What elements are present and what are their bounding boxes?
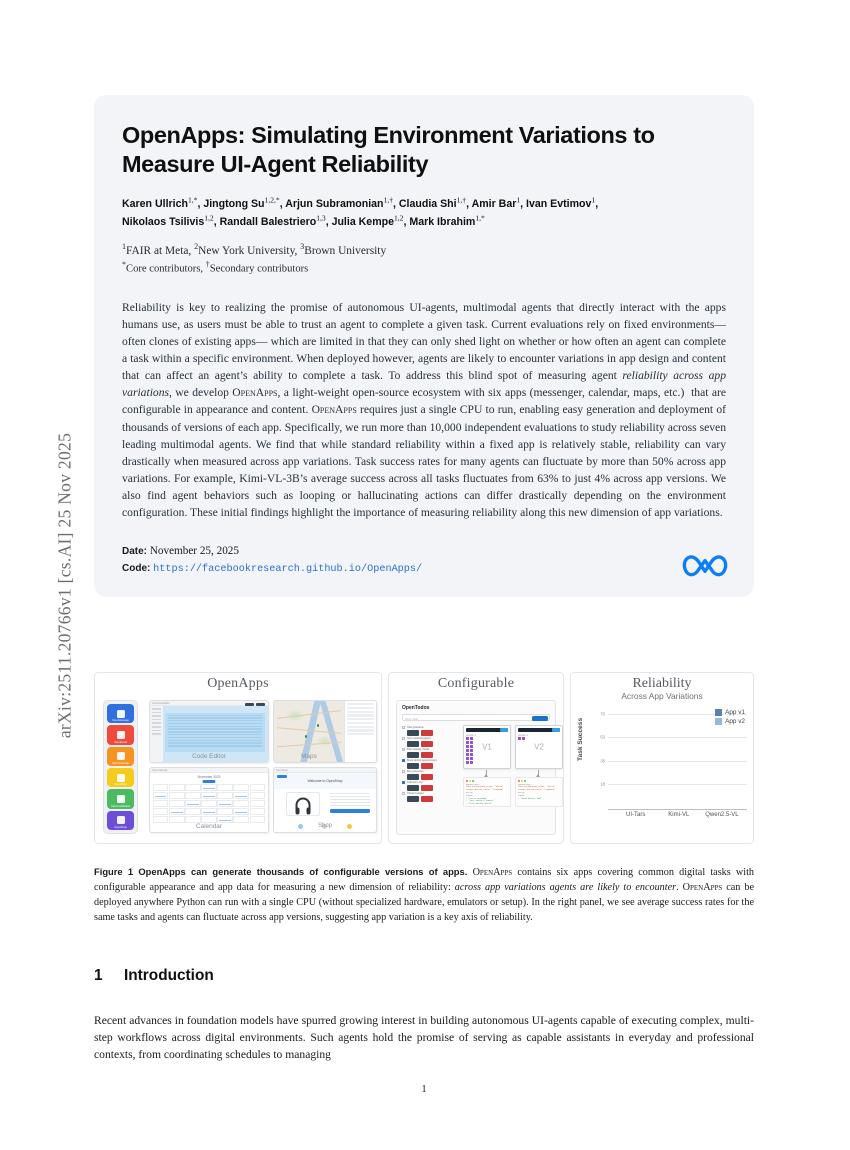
shop-logo — [277, 775, 287, 778]
section-number: 1 — [94, 967, 103, 984]
code-link[interactable]: https://facebookresearch.github.io/OpenApps/ — [153, 564, 423, 576]
code-row — [122, 560, 726, 577]
todo-item[interactable] — [402, 770, 458, 780]
calendar-cell — [250, 792, 266, 799]
calendar-cell — [233, 800, 248, 807]
todo-item[interactable] — [402, 737, 458, 747]
opentodos-app-mock — [396, 700, 556, 835]
shop-hero — [274, 773, 376, 789]
calendar-cell — [153, 808, 168, 815]
code-label: Code: — [122, 563, 151, 575]
todo-edit-button[interactable] — [407, 763, 419, 769]
app-tile-label: OpenShop — [114, 825, 127, 829]
x-tick-label: Qwen2.5-VL — [705, 812, 739, 818]
author-list-line-1 — [122, 194, 726, 212]
app-tile-label: OpenMessage — [112, 719, 129, 723]
affiliations: $^1$FAIR at Meta, $^2$New York University, $^3$Brown University — [122, 242, 387, 257]
todo-remove-button[interactable] — [421, 752, 433, 758]
calendar-cell — [201, 792, 216, 799]
calendar-cell — [185, 800, 201, 807]
yaml-line: - "Visit Grandma" — [466, 796, 488, 800]
version-card-titlebar — [466, 728, 508, 732]
config-yaml-v2 — [515, 777, 563, 807]
app-tile-shop — [107, 811, 134, 830]
page-title: OpenApps: Simulating Environment Variations to Measure UI-Agent Reliability — [122, 122, 655, 177]
add-task-button[interactable] — [532, 716, 548, 721]
thumbnail-caption: Code Editor — [192, 753, 226, 760]
todo-label: Buy groceries — [407, 770, 424, 773]
calendar-cell — [201, 784, 216, 791]
yaml-line: form_background_color: "white" — [466, 785, 504, 789]
yaml-line: - "Read before bed" — [518, 796, 542, 800]
calendar-cell — [233, 808, 248, 815]
legend-swatch — [715, 709, 722, 716]
yaml-line: remove_button_color: "#FF0000" — [466, 788, 504, 792]
calendar-cell — [201, 808, 216, 815]
todo-checkbox[interactable] — [402, 759, 405, 762]
todo-edit-button[interactable] — [407, 730, 419, 736]
todo-item[interactable] — [402, 759, 458, 769]
todo-edit-button[interactable] — [407, 741, 419, 747]
todo-checkbox[interactable] — [402, 748, 405, 751]
thumbnail-title: OpenCodeEditor — [152, 701, 170, 705]
version-card-titlebar — [518, 728, 560, 732]
paper-page — [88, 0, 760, 1150]
arxiv-stamp-text: arXiv:2511.20766v1 [cs.AI] 25 Nov 2025 — [54, 432, 75, 739]
date-label: Date: — [122, 546, 148, 558]
version-card-v2 — [515, 725, 563, 769]
date-value: November 25, 2025 — [149, 545, 239, 558]
figure-caption: Figure 1 OpenApps can generate thousands of configurable versions of apps. OpenApps contains six apps covering common digital tasks with configurable appearance and app data for measuring a new dimension of reliability: across app variations agents are likely to encounter. OpenApps can be deployed anywhere Python can run with a single CPU (without specialized hardware, emulators or setup). In the right panel, we see average success rates for the same tasks and agents can fluctuate across app versions, suggesting app variation is a key axis of reliability. — [94, 866, 755, 923]
yaml-line: ... — [466, 805, 470, 808]
editor-document — [165, 713, 265, 752]
calendar-cell — [153, 816, 168, 823]
app-tile-email — [107, 725, 134, 744]
yaml-line: - "Sort Medical Papers" — [466, 799, 495, 803]
contributor-note: *Core contributors, †Secondary contributors — [122, 260, 309, 275]
calendar-cell — [169, 784, 184, 791]
todo-item[interactable] — [402, 748, 458, 758]
todo-remove-button[interactable] — [421, 741, 433, 747]
arxiv-stamp — [0, 0, 88, 1150]
chart-plot-area — [600, 707, 747, 818]
version-card-items — [518, 737, 525, 740]
calendar-cell — [169, 792, 184, 799]
section-title: Introduction — [124, 967, 214, 984]
message-icon — [117, 710, 125, 718]
todo-edit-button[interactable] — [407, 752, 419, 758]
shop-product-card — [286, 792, 320, 816]
author-list-line-2 — [122, 212, 726, 230]
calendar-cell — [233, 792, 248, 799]
yaml-line: form_background_color: "white" — [518, 785, 556, 789]
new-task-input[interactable]: New Task — [405, 716, 418, 721]
opentodos-search-row — [402, 714, 550, 721]
authors-line-2-text: Nikolaos Tsilivis$^{1,2}$, Randall Balestriero$^{1,3}$, Julia Kempe$^{1,2}$, Mark Ibrahim$^{1,*}$ — [122, 213, 485, 228]
meta-infinity-logo — [682, 551, 728, 581]
todo-remove-button[interactable] — [421, 763, 433, 769]
x-tick-label: UI-Tars — [626, 812, 646, 818]
version-card-label: V2 — [534, 742, 544, 752]
yaml-line: entry: — [466, 790, 474, 794]
calendar-cell — [169, 800, 184, 807]
yaml-line: appearance: — [466, 782, 480, 786]
chart-legend — [715, 709, 745, 727]
todo-checkbox[interactable] — [402, 737, 405, 740]
calendar-cell — [250, 784, 266, 791]
app-tile-label: OpenCodeEditor — [110, 804, 131, 808]
todo-label: Visit grandma — [407, 726, 424, 729]
todo-edit-button[interactable] — [407, 785, 419, 791]
y-tick-label: 18 — [600, 781, 605, 787]
shop-product-info — [330, 793, 370, 813]
app-icon-rail — [103, 700, 138, 834]
calendar-cell — [250, 800, 266, 807]
calendar-cell — [233, 784, 248, 791]
figure-panel-configurable — [388, 672, 564, 844]
cart-icon — [117, 816, 125, 824]
thumbnail-edge-sliver — [381, 700, 382, 833]
envelope-icon — [117, 731, 125, 739]
thumbnail-titlebar — [150, 768, 268, 773]
thumbnail-code-editor — [149, 700, 269, 763]
yaml-line: todos: — [518, 793, 526, 797]
version-card-title: Version 1 — [466, 734, 476, 737]
calendar-cell — [185, 816, 201, 823]
version-card-label: V1 — [482, 742, 492, 752]
thumbnail-caption: Maps — [301, 753, 317, 760]
todo-remove-button[interactable] — [421, 796, 433, 802]
yaml-line: entry: — [518, 790, 526, 794]
todo-remove-button[interactable] — [421, 785, 433, 791]
todo-remove-button[interactable] — [421, 774, 433, 780]
calendar-grid — [153, 784, 265, 823]
todo-label: Call Aunt Joy — [407, 781, 423, 784]
todo-edit-button[interactable] — [407, 774, 419, 780]
map-side-panel — [344, 701, 376, 762]
gridline — [600, 734, 747, 740]
figure-panel-reliability — [570, 672, 754, 844]
todo-label: Sort medical papers — [407, 737, 431, 740]
legend-label: App v2 — [725, 718, 745, 725]
app-tile-label: OpenMaps — [114, 783, 127, 787]
calendar-icon — [117, 752, 125, 760]
todo-label: Check budget — [407, 792, 424, 795]
todo-item[interactable] — [402, 792, 458, 802]
authors-line-1-text: Karen Ullrich$^{1,*}$, Jingtong $Su^{1,2,*}$, Arjun Subramonian$^{1,\dagger}$, Claudia Shi$^{1,\dagger}$, Amir Bar$^1$, Ivan Evtimov$^1$, — [122, 195, 599, 210]
calendar-cell — [185, 808, 201, 815]
todo-checkbox[interactable] — [402, 770, 405, 773]
meta-info — [122, 543, 726, 577]
gridline — [600, 758, 747, 764]
calendar-cell — [217, 784, 233, 791]
yaml-line: remove_button_color: "#0000FF" — [518, 788, 556, 792]
app-tile-label: OpenEmail — [114, 740, 127, 744]
version-card-title: Version 2 — [518, 734, 528, 737]
legend-swatch — [715, 718, 722, 725]
app-tile-calendar — [107, 747, 134, 766]
calendar-cell — [153, 800, 168, 807]
title-card — [94, 95, 754, 597]
app-tile-code-editor — [107, 789, 134, 808]
calendar-cell — [217, 808, 233, 815]
thumbnail-title: OpenCalendar — [152, 768, 168, 772]
thumbnail-caption: Shop — [317, 823, 332, 829]
y-tick-label: 35 — [600, 758, 605, 764]
calendar-cell — [201, 800, 216, 807]
window-dots — [518, 780, 560, 782]
todo-item[interactable] — [402, 781, 458, 791]
calendar-cell — [153, 784, 168, 791]
config-arrow-v2 — [538, 770, 539, 776]
window-dots — [466, 780, 508, 782]
calendar-cell — [169, 808, 184, 815]
figure-panel-openapps — [94, 672, 382, 844]
app-tile-maps — [107, 768, 134, 787]
figure-1 — [94, 672, 754, 844]
todo-checkbox[interactable] — [402, 726, 405, 729]
todo-remove-button[interactable] — [421, 730, 433, 736]
introduction-body: Recent advances in foundation models have spurred growing interest in building autonomous UI-agents capable of executing complex, multi-step workflows across digital environments. Such agents hold the promise of serving as capable assistants in everyday and professional contexts, from coordinating schedules to managing — [94, 1013, 754, 1061]
legend-label: App v1 — [725, 709, 745, 716]
shop-hero-text: Welcome to OpenShop — [307, 779, 343, 783]
y-tick-label: 70 — [600, 711, 605, 717]
calendar-cell — [169, 816, 184, 823]
panel-heading-configurable: Configurable — [437, 676, 515, 691]
config-yaml-v1 — [463, 777, 511, 807]
todo-list — [402, 726, 458, 803]
todo-item[interactable] — [402, 726, 458, 736]
map-pin-icon — [117, 774, 125, 782]
panel-heading-openapps: OpenApps — [207, 676, 269, 691]
version-card-v1 — [463, 725, 511, 769]
todo-label: Plan weekly meals — [407, 748, 430, 751]
config-arrow-v1 — [486, 770, 487, 776]
calendar-cell — [217, 800, 233, 807]
x-tick-label: Kimi-VL — [668, 812, 690, 818]
todo-checkbox[interactable] — [402, 781, 405, 784]
calendar-cell — [250, 816, 266, 823]
app-tile-label: OpenCalendar — [112, 761, 129, 765]
thumbnail-maps — [273, 700, 377, 763]
yaml-line: todos: — [466, 793, 474, 797]
gridline — [600, 781, 747, 787]
calendar-month-label: November 2025 — [197, 775, 221, 779]
calendar-cell — [201, 816, 216, 823]
app-tile-messenger — [107, 704, 134, 723]
calendar-today-button[interactable] — [203, 780, 216, 783]
thumbnail-shop — [273, 767, 377, 833]
calendar-cell — [217, 792, 233, 799]
page-number: 1 — [421, 1084, 427, 1095]
calendar-cell — [185, 784, 201, 791]
chart-y-axis-label: Task Success — [577, 717, 584, 761]
todo-label: Book doctor appointment — [407, 759, 437, 762]
calendar-cell — [233, 816, 248, 823]
chart-title: Reliability — [632, 676, 692, 691]
todo-edit-button[interactable] — [407, 796, 419, 802]
figure-caption-bold: Figure 1 OpenApps can generate thousands of configurable versions of apps. — [94, 866, 468, 878]
legend-entry-app-v1 — [715, 709, 745, 716]
headphones-icon — [296, 798, 311, 811]
todo-checkbox[interactable] — [402, 792, 405, 795]
reliability-chart — [571, 673, 753, 843]
yaml-line: - "Plan Weekly Meals" — [466, 802, 493, 806]
thumbnail-title: OpenShop — [276, 768, 288, 772]
legend-entry-app-v2 — [715, 718, 745, 725]
chart-subtitle: Across App Variations — [621, 691, 703, 701]
calendar-cell — [153, 792, 168, 799]
yaml-line: appearance: — [518, 782, 532, 786]
abstract-text: Reliability is key to realizing the promise of autonomous UI-agents, multimodal agents that directly interact with the apps humans use, as users must be able to trust an agent to complete a given task. Current evaluations rely on fixed environments—often clones of existing apps— which are limited in that they can only shed light on whether or how often an agent can complete a task within a specific environment. When deployed however, agents are likely to encounter variations in app design and content that can affect an agent’s ability to complete a task. To address this blind spot of measuring agent reliability across app variations, we develop OpenApps, a light-weight open-source ecosystem with six apps (messenger, calendar, maps, etc.) that are configurable in appearance and content. OpenApps requires just a single CPU to run, enabling easy generation and deployment of thousands of versions of each app. Specifically, we run more than 10,000 independent evaluations to study reliability across seven leading multimodal agents. We find that while standard reliability within a fixed app is relatively stable, reliability can vary drastically when measured across app variations. Task success rates for many agents can fluctuate by more than 50% across app variations. For example, Kimi-VL-3B’s average success across all tasks fluctuates from 63% to just 4% across app versions. We also find agent behaviors such as looping or hallucinating actions can differ drastically depending on the environment configuration. These initial findings highlight the importance of measuring reliability along this new dimension of app variations. — [122, 300, 726, 520]
opentodos-title: OpenTodos — [402, 705, 430, 711]
calendar-cell — [217, 816, 233, 823]
thumbnail-caption: Calendar — [196, 823, 222, 830]
calendar-cell — [185, 792, 201, 799]
shop-buy-button[interactable] — [330, 809, 370, 812]
date-row — [122, 543, 726, 560]
code-icon — [117, 795, 125, 803]
y-tick-label: 53 — [600, 734, 605, 740]
thumbnail-calendar — [149, 767, 269, 833]
calendar-cell — [250, 808, 266, 815]
section-heading-introduction — [94, 967, 754, 985]
